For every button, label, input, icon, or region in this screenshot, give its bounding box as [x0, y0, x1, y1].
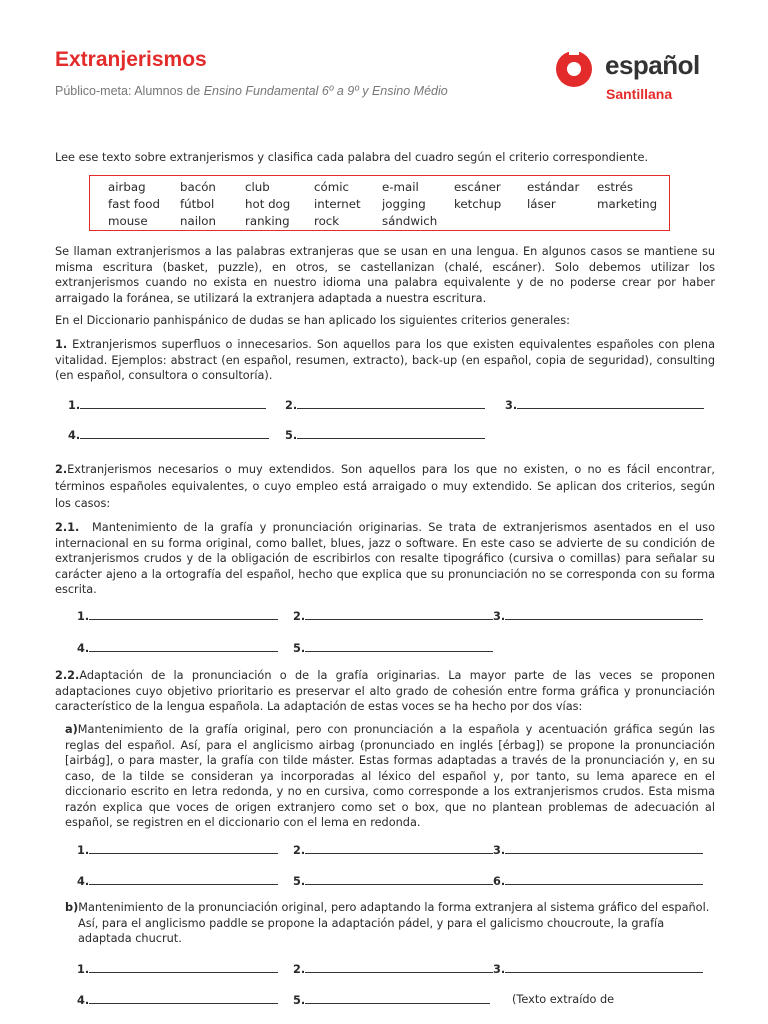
section-text: Mantenimiento de la grafía original, pero con pronunciación a la española y acentuación gráfica según las reglas del español. Así, para el anglicismo airbag (pronunciado en inglés [érbag]) se propone la pronunciación [airbág], o para master, la grafía con tilde máster. Estas formas adaptadas a través de la pronunciación y, en su caso, de la tilde se consideran ya incorporadas al léxico del español y, por tanto, su lema aparece en el diccionario escrito en letra redonda, y no en cursiva, como corresponde a los extranjerismos crudos. Esta misma razón explica que voces de origen extranjero como set o box, que no plantean problemas de adecuación al español, se registren en el diccionario con el lema en redonda. — [65, 723, 715, 829]
answer-blank[interactable]: 5. — [293, 873, 493, 888]
section-b — [65, 900, 725, 947]
word: láser — [527, 197, 556, 211]
answer-blank[interactable]: 4. — [77, 873, 278, 888]
section-number: a) — [65, 723, 78, 736]
paragraph-criteria: En el Diccionario panhispánico de dudas se han aplicado los siguientes criterios generales: — [55, 314, 570, 327]
word: internet — [314, 197, 361, 211]
section-text: Extranjerismos superfluos o innecesarios. Son aquellos para los que existen equivalentes españoles con plena vitalidad. Ejemplos: abstract (en español, resumen, extracto), back-up (en español, copia de seguridad), consulting (en español, consultora o consultoría). — [55, 338, 716, 382]
word: bacón — [180, 180, 216, 194]
answer-blank[interactable]: 2. — [293, 608, 493, 623]
word: hot dog — [245, 197, 291, 211]
brand-sub: Santillana — [606, 86, 673, 102]
word: estrés — [597, 180, 634, 194]
paragraph-definition: Se llaman extranjerismos a las palabras extranjeras que se usan en una lengua. En algunos casos se mantiene su misma escritura (basket, puzzle), en otros, se castellanizan (chalé, escáner). Solo debemos utilizar los extranjerismos cuando no exista en nuestro idioma una palabra equivalente y de no poderse crear por haber arraigado la foránea, se utilizará la extranjera adaptada a nuestra escritura. — [55, 245, 715, 305]
answer-blank[interactable]: 2. — [293, 961, 493, 976]
section-number: 2.1. — [55, 521, 80, 534]
section-2 — [55, 461, 715, 512]
word: ketchup — [454, 197, 502, 211]
answer-blank[interactable]: 2. — [293, 842, 493, 857]
answer-blank[interactable]: 1. — [77, 842, 278, 857]
intro-text: Lee ese texto sobre extranjerismos y clasifica cada palabra del cuadro según el criterio correspondiente. — [55, 151, 649, 164]
section-number: 2.2. — [55, 669, 80, 682]
answer-blank[interactable]: 4. — [77, 992, 278, 1007]
word-box — [89, 175, 670, 231]
source-note: (Texto extraído de — [512, 993, 615, 1006]
word: jogging — [382, 197, 426, 211]
section-number: 2. — [55, 463, 68, 476]
section-1 — [55, 337, 715, 384]
word: e-mail — [382, 180, 419, 194]
answer-blank[interactable]: 1. — [77, 961, 278, 976]
page-subtitle — [55, 84, 448, 98]
word: ranking — [245, 214, 290, 228]
answer-blank[interactable]: 3. — [505, 397, 704, 412]
word: fútbol — [180, 197, 215, 211]
section-text: Así, para el anglicismo paddle se propone la adaptación pádel, y para el galicismo choucroute, la grafía — [78, 916, 665, 930]
word: club — [245, 180, 270, 194]
word: estándar — [527, 180, 580, 194]
answer-blank[interactable]: 4. — [68, 427, 269, 442]
brand-logo-icon — [554, 48, 594, 88]
answer-blank[interactable]: 2. — [285, 397, 485, 412]
section-text: Adaptación de la pronunciación o de la grafía originarias. La mayor parte de las veces se proponen adaptaciones cuyo objetivo prioritario es preservar el alto grado de cohesión entre forma gráfica y pronunciación característico de la lengua española. La adaptación de estas voces se ha hecho por dos vías: — [55, 669, 715, 713]
answer-blank[interactable]: 3. — [493, 608, 703, 623]
answer-blank[interactable]: 1. — [77, 608, 278, 623]
brand-name: español — [605, 50, 700, 80]
word: sándwich — [382, 214, 438, 228]
section-number: 1. — [55, 338, 68, 351]
answer-blank[interactable]: 5. — [293, 640, 493, 655]
section-a — [65, 722, 715, 831]
answer-blank[interactable]: 5. — [285, 427, 485, 442]
subtitle-prefix: Público-meta: Alumnos de — [55, 84, 204, 98]
section-text: Mantenimiento de la pronunciación original, pero adaptando la forma extranjera al sistema gráfico del español. — [78, 901, 710, 914]
word: escáner — [454, 180, 501, 194]
answer-blank[interactable]: 5. — [293, 992, 490, 1007]
subtitle-italic: Ensino Fundamental 6º a 9º y Ensino Médio — [203, 84, 448, 98]
answer-blank[interactable]: 1. — [68, 397, 266, 412]
section-2-1 — [55, 520, 715, 598]
word: airbag — [108, 180, 146, 194]
section-2-2 — [55, 668, 715, 715]
section-text: Mantenimiento de la grafía y pronunciación originarias. Se trata de extranjerismos asentados en el uso internacional en su forma original, como ballet, blues, jazz o software. En este caso se advierte de su condición de extranjerismos crudos y de la obligación de escribirlos con resalte tipográfico (cursiva o comillas) para señalar su carácter ajeno a la ortografía del español, hecho que explica que su pronunciación no se corresponda con su forma escrita. — [55, 521, 715, 596]
section-number: b) — [65, 901, 79, 914]
word: cómic — [314, 180, 349, 194]
word: fast food — [108, 197, 160, 211]
word: mouse — [108, 214, 148, 228]
section-text: adaptada chucrut. — [78, 932, 182, 945]
answer-blank[interactable]: 4. — [77, 640, 278, 655]
answer-blank[interactable]: 3. — [493, 842, 703, 857]
word: marketing — [597, 197, 658, 211]
section-text: Extranjerismos necesarios o muy extendidos. Son aquellos para los que no existen, o no es fácil encontrar, términos españoles equivalentes, o cuyo empleo está arraigado o muy extendido. Se aplican dos criterios, según los casos: — [55, 463, 715, 510]
word: rock — [314, 214, 340, 228]
answer-blank[interactable]: 3. — [493, 961, 703, 976]
answer-blank[interactable]: 6. — [493, 873, 703, 888]
page-title: Extranjerismos — [55, 48, 207, 71]
word: nailon — [180, 214, 216, 228]
